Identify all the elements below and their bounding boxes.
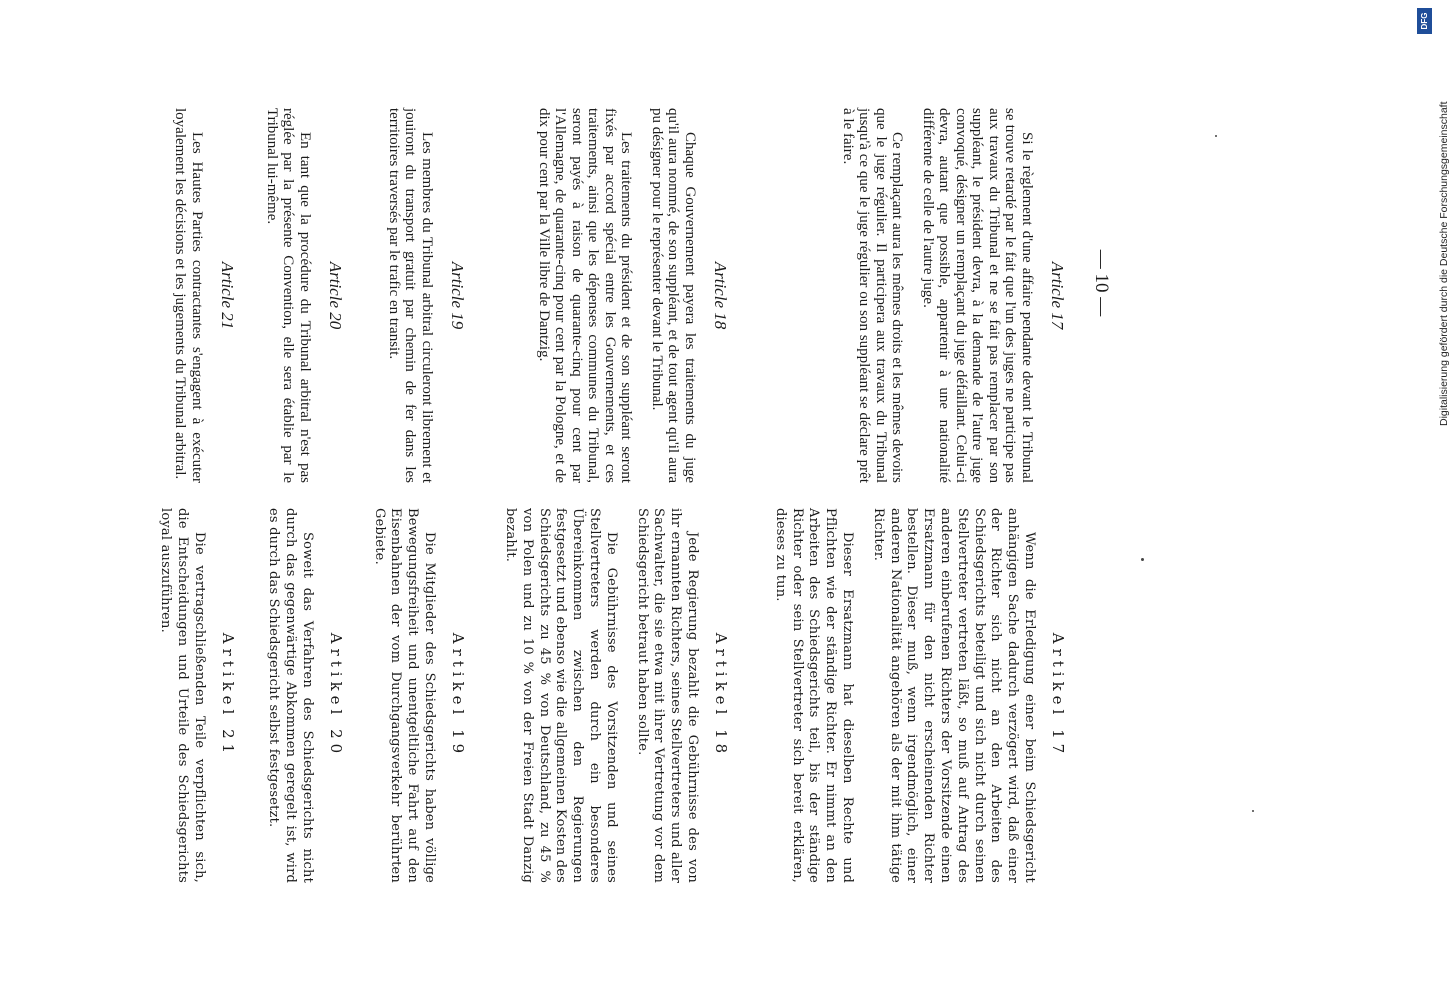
article-paragraph: Chaque Gouvernement payera les traitements du juge qu'il aura nommé, de son suppléant, et de tout agent qu'il aura pu désigner pour le représenter devant le Tribunal. <box>649 108 698 483</box>
dfg-logo: DFG <box>1417 8 1432 34</box>
german-article-19 <box>356 508 467 883</box>
german-article-18 <box>487 508 730 883</box>
scan-speck <box>1252 810 1254 812</box>
artikel-heading: Artikel 18 <box>712 632 730 759</box>
artikel-paragraph: Die Mitglieder des Schiedsgerichts haben völlige Bewegungsfreiheit und unentgeltliche Fahrt auf den Eisenbahnen der vom Durchgangsverkehr berührten Gebiete. <box>371 508 437 883</box>
artikel-heading: Artikel 19 <box>449 632 467 759</box>
watermark-text: Digitalisierung gefördert durch die Deutsche Forschungsgemeinschaft <box>1438 101 1450 426</box>
french-article-20 <box>250 108 346 483</box>
article-heading: Article 18 <box>711 261 730 330</box>
article-paragraph: Les membres du Tribunal arbitral circuleront librement et jouiront du transport gratuit par chemin de fer dans les territoires traversés par le trafic en transit. <box>386 108 435 483</box>
artikel-paragraph: Jede Regierung bezahlt die Gebührnisse des von ihr ernannten Richters, seines Stellvertreters und aller Sachwalter, die sie etwa mit ihrer Vertretung vor dem Schiedsgericht betraut haben sollte. <box>634 508 700 883</box>
artikel-paragraph: Wenn die Erledigung einer beim Schiedsgericht anhängigen Sache dadurch verzögert wird, daß einer der Richter sich nicht an den Arbeiten des Schiedsgerichts beteiligt und sich nicht durch seinen Stellvertreter vertreten läßt, so muß auf Antrag des anderen einberufenen Richters der Vorsitzende einen Ersatzmann für den nicht erscheinenden Richter bestellen. Dieser muß, wenn irgendmöglich, einer anderen Nationalität angehören als der mit ihm tätige Richter. <box>870 508 1037 883</box>
artikel-paragraph: Dieser Ersatzmann hat dieselben Rechte und Pflichten wie der ständige Richter. Er nimmt an den Arbeiten des Schiedsgerichts teil, bis der ständige Richter oder sein Stellvertreter sich bereit erklären, dieses zu tun. <box>772 508 856 883</box>
french-article-17 <box>826 108 1068 483</box>
french-article-21 <box>158 108 237 483</box>
article-heading: Article 21 <box>218 261 237 330</box>
article-paragraph: Si le règlement d'une affaire pendante devant le Tribunal se trouve retardé par le fait que l'un des juges ne participe pas aux travaux du Tribunal et ne se fait pas remplacer par son suppléant, le président devra, à la demande de l'autre juge convoqué, désigner un remplaçant du juge défaillant. Celui-ci devra, autant que possible, appartenir à une nationalité différente de celle de l'autre juge. <box>920 108 1035 483</box>
artikel-heading: Artikel 21 <box>219 632 237 759</box>
article-heading: Article 19 <box>448 261 467 330</box>
german-article-21 <box>143 508 237 883</box>
page-number: — 10 — <box>1091 249 1112 317</box>
article-paragraph: En tant que la procédure du Tribunal arbitral n'est pas réglée par la présente Convention, elle sera établie par le Tribunal lui-même. <box>264 108 313 483</box>
french-article-18 <box>522 108 731 483</box>
scan-speck <box>1141 558 1144 561</box>
artikel-heading: Artikel 17 <box>1049 632 1067 759</box>
scan-speck <box>1215 135 1217 137</box>
french-article-19 <box>372 108 468 483</box>
article-paragraph: Ce remplaçant aura les mêmes droits et les mêmes devoirs que le juge régulier. Il participera aux travaux du Tribunal jusqu'à ce que le juge régulier ou son suppléant se déclare prêt à le faire. <box>840 108 906 483</box>
article-heading: Article 20 <box>326 261 345 330</box>
artikel-heading: Artikel 20 <box>327 632 345 759</box>
artikel-paragraph: Die vertragschließenden Teile verpflichten sich, die Entscheidungen und Urteile des Schiedsgerichts loyal auszuführen. <box>158 508 207 883</box>
german-article-17 <box>757 508 1067 883</box>
article-heading: Article 17 <box>1048 261 1067 330</box>
article-paragraph: Les Hautes Parties contractantes s'engagent à exécuter loyalement les décisions et les jugements du Tribunal arbitral. <box>172 108 205 483</box>
artikel-paragraph: Soweit das Verfahren des Schiedsgerichts nicht durch das gegenwärtige Abkommen geregelt ist, wird es durch das Schiedsgericht selbst festgesetzt. <box>266 508 315 883</box>
german-article-20 <box>251 508 345 883</box>
watermark <box>1413 36 1450 426</box>
article-paragraph: Les traitements du président et de son suppléant seront fixés par accord spécial entre les Gouvernements, et ces traitements, ainsi que les dépenses communes du Tribunal, seront payés à raison de quarante-cinq pour cent par l'Allemagne, de quarante-cinq pour cent par la Pologne, et de dix pour cent par la Ville libre de Dantzig. <box>536 108 635 483</box>
artikel-paragraph: Die Gebührnisse des Vorsitzenden und seines Stellvertreters werden durch ein besonderes Übereinkommen zwischen den Regierungen festgesetzt und ebenso wie die allgemeinen Kosten des Schiedsgerichts zu 45 % von Deutschland, zu 45 % von Polen und zu 10 % von der Freien Stadt Danzig bezahlt. <box>503 508 619 883</box>
